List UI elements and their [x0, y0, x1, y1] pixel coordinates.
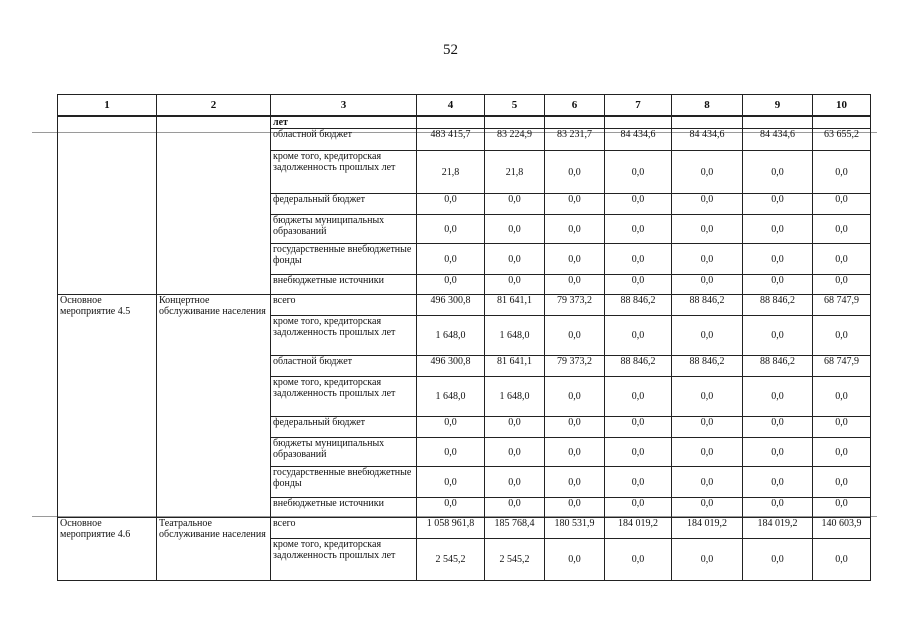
value-cell: 0,0	[743, 539, 813, 581]
source-cell: кроме того, кредиторская задолженность прошлых лет	[271, 377, 417, 417]
value-cell: 180 531,9	[545, 518, 605, 539]
value-cell: 83 224,9	[485, 129, 545, 151]
value-cell: 0,0	[813, 316, 871, 356]
name-cell: Концертное обслуживание населения	[157, 295, 271, 518]
column-header: 7	[605, 95, 672, 117]
value-cell: 0,0	[743, 467, 813, 498]
value-cell: 0,0	[672, 194, 743, 215]
value-cell: 21,8	[417, 151, 485, 194]
column-header: 9	[743, 95, 813, 117]
page-number: 52	[443, 42, 458, 58]
source-cell: государственные внебюджетные фонды	[271, 467, 417, 498]
value-cell: 0,0	[672, 539, 743, 581]
value-cell: 0,0	[605, 215, 672, 244]
value-cell: 496 300,8	[417, 295, 485, 316]
value-cell: 0,0	[545, 275, 605, 295]
source-cell: областной бюджет	[271, 356, 417, 377]
value-cell	[672, 116, 743, 129]
value-cell: 184 019,2	[743, 518, 813, 539]
value-cell: 0,0	[545, 215, 605, 244]
value-cell: 0,0	[813, 244, 871, 275]
value-cell: 81 641,1	[485, 356, 545, 377]
value-cell: 0,0	[417, 467, 485, 498]
source-cell: лет	[271, 116, 417, 129]
value-cell: 0,0	[417, 244, 485, 275]
value-cell: 2 545,2	[485, 539, 545, 581]
value-cell: 140 603,9	[813, 518, 871, 539]
value-cell: 1 058 961,8	[417, 518, 485, 539]
value-cell: 0,0	[545, 498, 605, 518]
value-cell: 0,0	[417, 194, 485, 215]
value-cell: 0,0	[813, 194, 871, 215]
value-cell	[417, 116, 485, 129]
value-cell: 0,0	[743, 151, 813, 194]
value-cell: 0,0	[605, 467, 672, 498]
value-cell: 0,0	[545, 417, 605, 438]
value-cell: 68 747,9	[813, 295, 871, 316]
value-cell: 88 846,2	[743, 295, 813, 316]
value-cell: 0,0	[417, 438, 485, 467]
value-cell: 0,0	[485, 244, 545, 275]
source-cell: бюджеты муниципальных образований	[271, 438, 417, 467]
value-cell: 0,0	[605, 417, 672, 438]
value-cell: 0,0	[545, 539, 605, 581]
value-cell: 88 846,2	[672, 295, 743, 316]
value-cell: 0,0	[813, 151, 871, 194]
column-header: 5	[485, 95, 545, 117]
value-cell: 0,0	[605, 498, 672, 518]
value-cell: 0,0	[813, 215, 871, 244]
value-cell: 0,0	[485, 275, 545, 295]
value-cell: 0,0	[605, 539, 672, 581]
budget-table	[57, 94, 871, 581]
column-header: 3	[271, 95, 417, 117]
value-cell	[485, 116, 545, 129]
value-cell: 0,0	[605, 438, 672, 467]
value-cell: 88 846,2	[743, 356, 813, 377]
source-cell: областной бюджет	[271, 129, 417, 151]
column-header: 8	[672, 95, 743, 117]
event-cell: Основное мероприятие 4.5	[58, 295, 157, 518]
name-cell: Театральное обслуживание населения	[157, 518, 271, 581]
value-cell: 0,0	[417, 275, 485, 295]
source-cell: внебюджетные источники	[271, 498, 417, 518]
value-cell: 0,0	[485, 417, 545, 438]
value-cell: 81 641,1	[485, 295, 545, 316]
value-cell: 1 648,0	[485, 377, 545, 417]
value-cell: 0,0	[672, 377, 743, 417]
value-cell: 0,0	[605, 194, 672, 215]
value-cell: 0,0	[813, 417, 871, 438]
value-cell: 0,0	[485, 438, 545, 467]
value-cell: 0,0	[545, 316, 605, 356]
value-cell: 84 434,6	[743, 129, 813, 151]
value-cell: 2 545,2	[417, 539, 485, 581]
value-cell	[813, 116, 871, 129]
value-cell: 0,0	[672, 275, 743, 295]
value-cell: 0,0	[672, 316, 743, 356]
value-cell: 63 655,2	[813, 129, 871, 151]
event-cell	[58, 116, 157, 295]
value-cell: 0,0	[417, 215, 485, 244]
source-cell: федеральный бюджет	[271, 417, 417, 438]
value-cell: 0,0	[417, 498, 485, 518]
value-cell	[743, 116, 813, 129]
column-header: 4	[417, 95, 485, 117]
value-cell: 83 231,7	[545, 129, 605, 151]
value-cell	[545, 116, 605, 129]
value-cell: 0,0	[743, 215, 813, 244]
value-cell: 185 768,4	[485, 518, 545, 539]
source-cell: внебюджетные источники	[271, 275, 417, 295]
value-cell: 0,0	[485, 498, 545, 518]
source-cell: бюджеты муниципальных образований	[271, 215, 417, 244]
value-cell: 0,0	[743, 316, 813, 356]
value-cell: 0,0	[545, 151, 605, 194]
value-cell: 88 846,2	[605, 356, 672, 377]
event-cell: Основное мероприятие 4.6	[58, 518, 157, 581]
value-cell: 0,0	[485, 194, 545, 215]
value-cell: 0,0	[743, 194, 813, 215]
column-header: 1	[58, 95, 157, 117]
value-cell: 79 373,2	[545, 356, 605, 377]
name-cell	[157, 116, 271, 295]
value-cell: 0,0	[485, 467, 545, 498]
value-cell: 496 300,8	[417, 356, 485, 377]
value-cell: 0,0	[605, 377, 672, 417]
source-cell: государственные внебюджетные фонды	[271, 244, 417, 275]
column-header: 10	[813, 95, 871, 117]
value-cell: 88 846,2	[605, 295, 672, 316]
value-cell: 0,0	[545, 467, 605, 498]
value-cell: 0,0	[672, 151, 743, 194]
value-cell: 0,0	[672, 438, 743, 467]
source-cell: федеральный бюджет	[271, 194, 417, 215]
value-cell: 0,0	[672, 244, 743, 275]
source-cell: кроме того, кредиторская задолженность прошлых лет	[271, 151, 417, 194]
value-cell: 1 648,0	[417, 377, 485, 417]
value-cell: 0,0	[743, 275, 813, 295]
value-cell: 0,0	[545, 377, 605, 417]
value-cell: 0,0	[813, 438, 871, 467]
source-cell: всего	[271, 518, 417, 539]
value-cell: 68 747,9	[813, 356, 871, 377]
source-cell: всего	[271, 295, 417, 316]
value-cell: 0,0	[545, 244, 605, 275]
value-cell: 0,0	[672, 467, 743, 498]
header-row	[58, 95, 871, 117]
value-cell: 184 019,2	[605, 518, 672, 539]
value-cell: 0,0	[672, 215, 743, 244]
value-cell: 0,0	[813, 539, 871, 581]
value-cell: 0,0	[743, 417, 813, 438]
value-cell: 21,8	[485, 151, 545, 194]
value-cell	[605, 116, 672, 129]
value-cell: 184 019,2	[672, 518, 743, 539]
value-cell: 483 415,7	[417, 129, 485, 151]
value-cell: 0,0	[743, 498, 813, 518]
table-row	[58, 518, 871, 539]
value-cell: 0,0	[813, 377, 871, 417]
value-cell: 0,0	[813, 467, 871, 498]
table-row	[58, 295, 871, 316]
value-cell: 84 434,6	[672, 129, 743, 151]
value-cell: 0,0	[417, 417, 485, 438]
value-cell: 0,0	[605, 244, 672, 275]
source-cell: кроме того, кредиторская задолженность прошлых лет	[271, 316, 417, 356]
value-cell: 84 434,6	[605, 129, 672, 151]
value-cell: 0,0	[743, 244, 813, 275]
value-cell: 79 373,2	[545, 295, 605, 316]
value-cell: 0,0	[813, 275, 871, 295]
value-cell: 0,0	[672, 498, 743, 518]
value-cell: 0,0	[545, 194, 605, 215]
column-header: 2	[157, 95, 271, 117]
value-cell: 0,0	[605, 151, 672, 194]
column-header: 6	[545, 95, 605, 117]
value-cell: 0,0	[743, 438, 813, 467]
value-cell: 1 648,0	[417, 316, 485, 356]
value-cell: 0,0	[743, 377, 813, 417]
table-row	[58, 116, 871, 129]
value-cell: 0,0	[545, 438, 605, 467]
source-cell: кроме того, кредиторская задолженность прошлых лет	[271, 539, 417, 581]
value-cell: 0,0	[485, 215, 545, 244]
value-cell: 1 648,0	[485, 316, 545, 356]
value-cell: 88 846,2	[672, 356, 743, 377]
value-cell: 0,0	[813, 498, 871, 518]
value-cell: 0,0	[605, 316, 672, 356]
value-cell: 0,0	[672, 417, 743, 438]
value-cell: 0,0	[605, 275, 672, 295]
